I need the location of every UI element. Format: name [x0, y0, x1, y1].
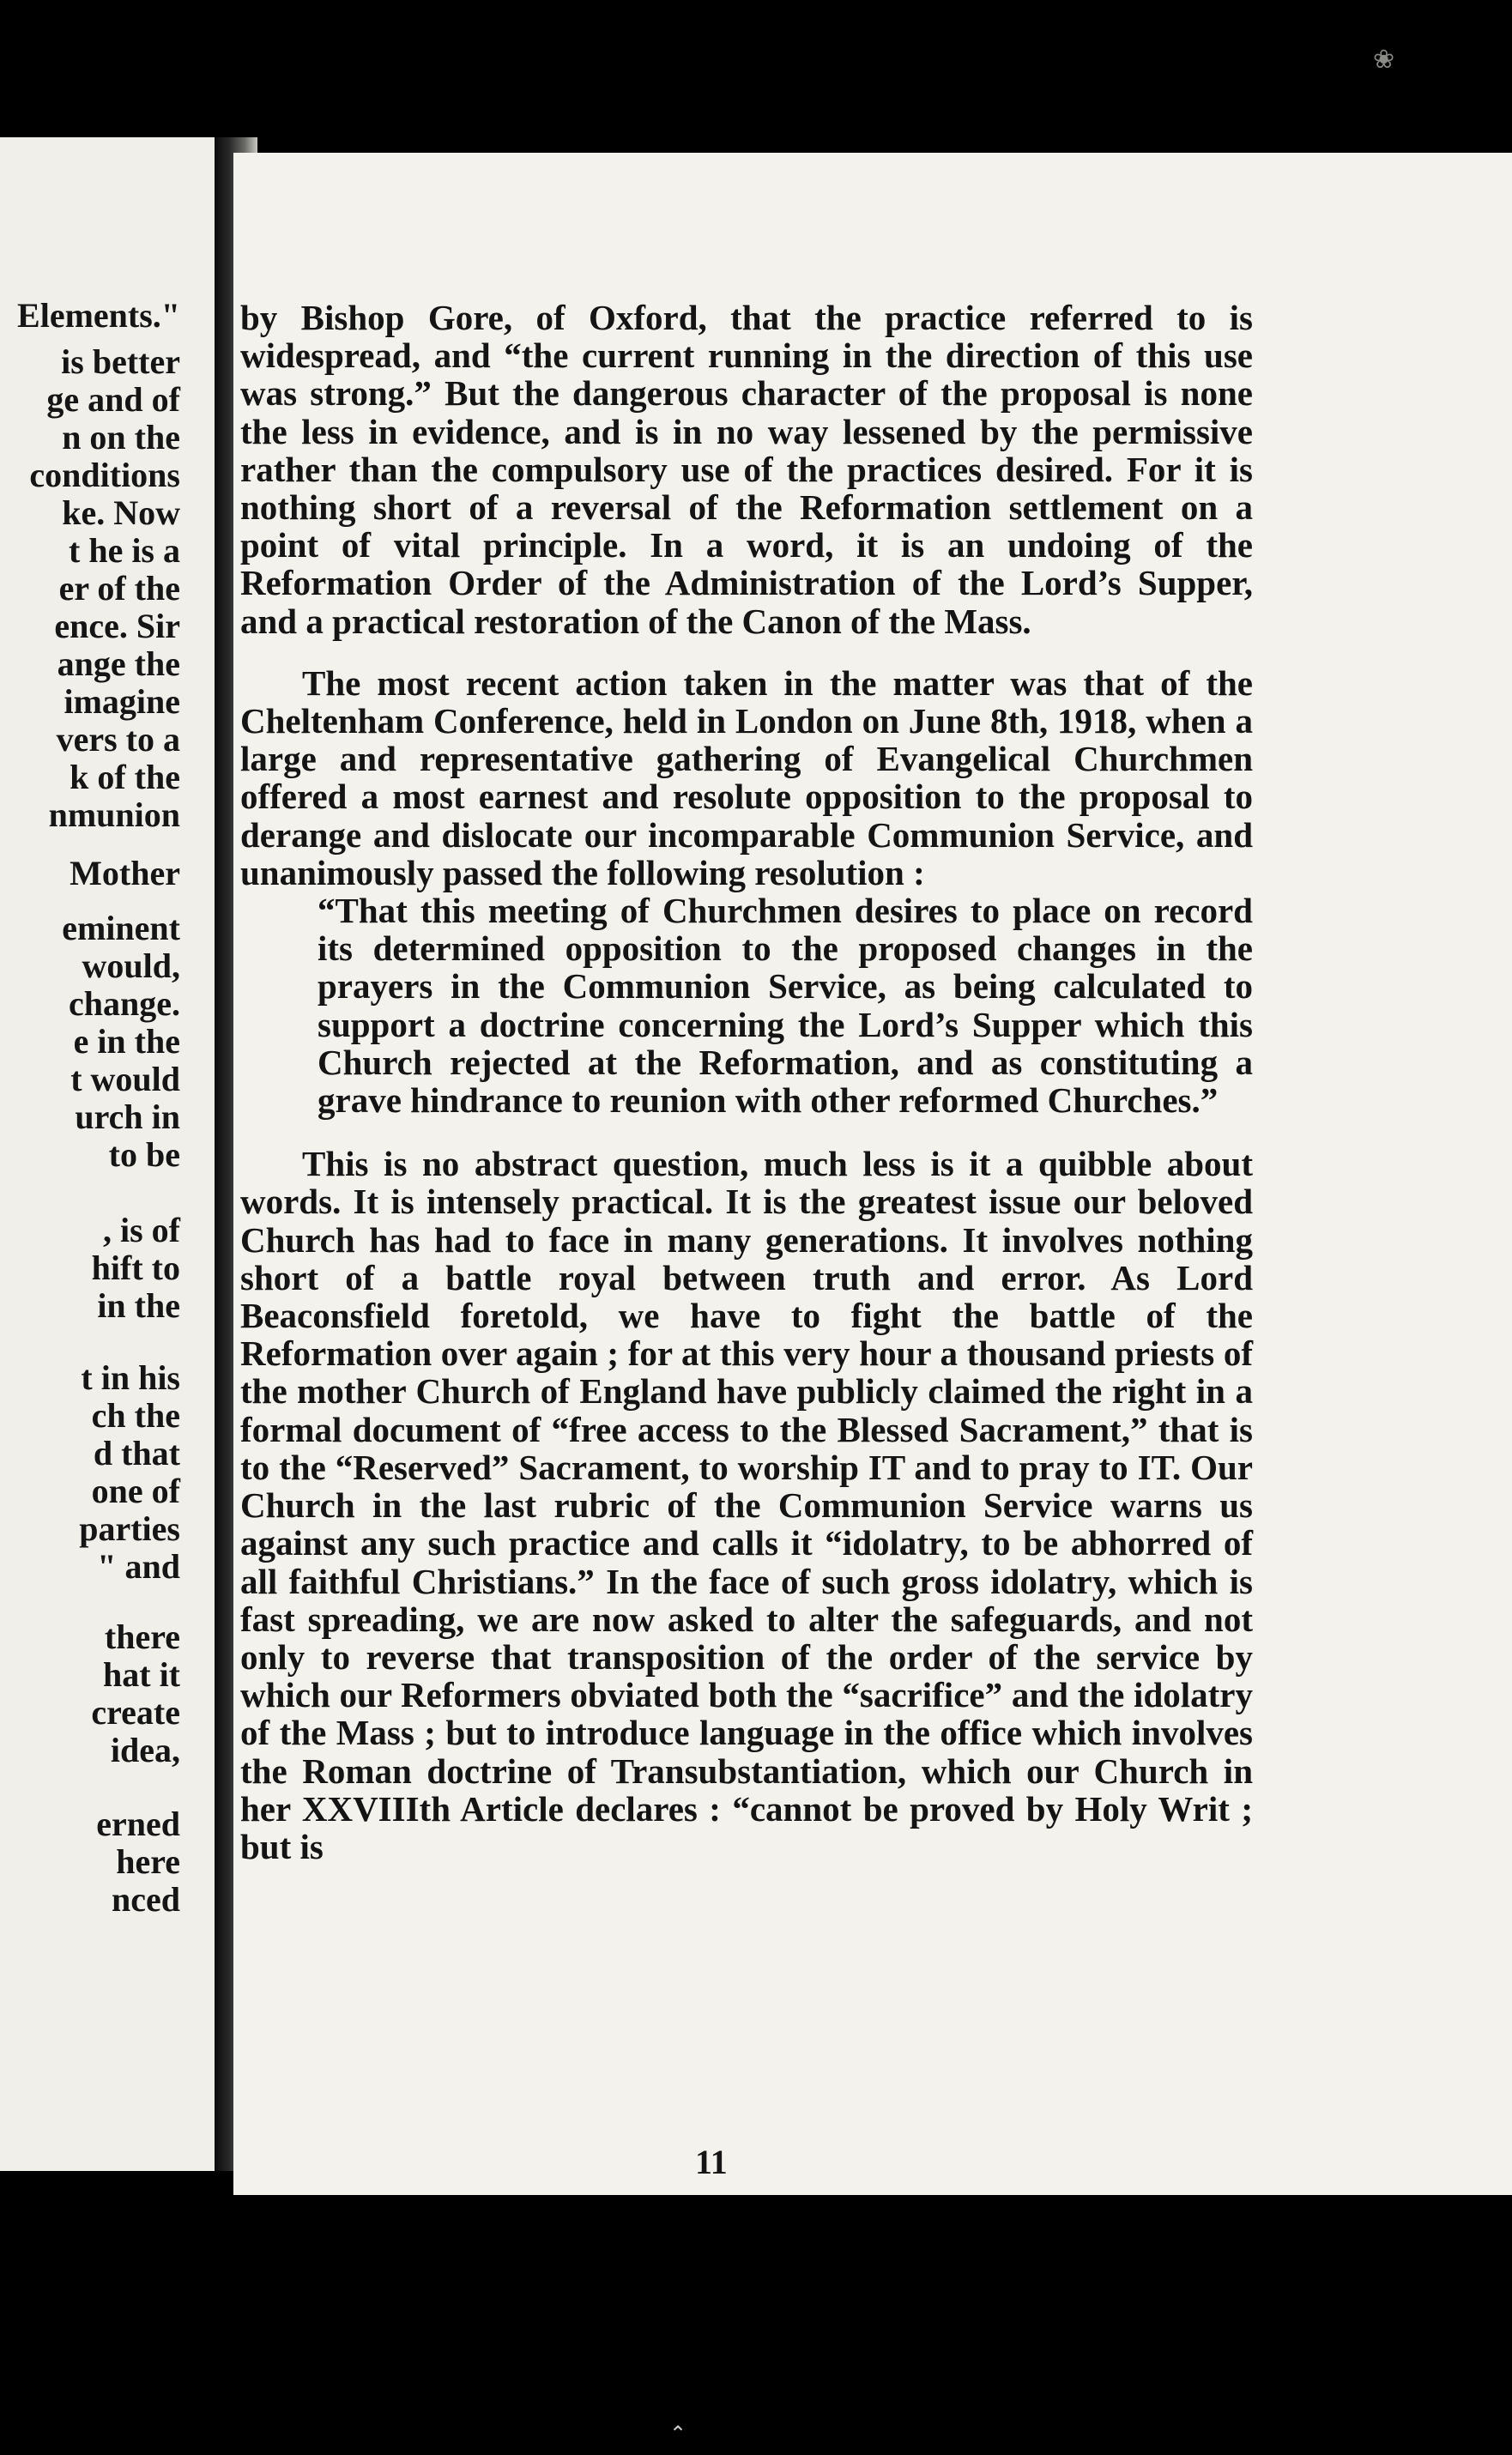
paragraph-1: by Bishop Gore, of Oxford, that the practice referred to is widespread, and “the current running in the direction of this use was strong.” But the dangerous character of the proposal is none the less in evidence, and is in no way lessened by the permissive rather than the compulsory use of the practices desired. For it is nothing short of a reversal of the Reformation settlement on a point of vital principle. In a word, it is an undoing of the Reformation Order of the Administration of the Lord’s Supper, and a practical restoration of the Canon of the Mass. [240, 298, 1253, 641]
left-page-fragment: vers to a [56, 720, 180, 759]
left-page-fragment: ange the [57, 644, 180, 683]
left-page-fragment: one of [91, 1472, 180, 1510]
page-number: 11 [695, 2143, 728, 2181]
left-page-fragment: eminent [62, 909, 180, 947]
left-page-fragment: d that [93, 1434, 180, 1472]
left-page-fragment: hat it [103, 1655, 180, 1694]
left-page-fragment: create [91, 1693, 180, 1732]
left-page-fragment: Elements." [17, 296, 180, 335]
left-facing-page [0, 137, 215, 2171]
left-page-fragment: is better [61, 342, 180, 381]
left-page-fragment: t would [70, 1060, 180, 1098]
left-page-fragment: conditions [29, 456, 180, 494]
paragraph-3: This is no abstract question, much less is it a quibble about words. It is intensely practical. It is the greatest issue our beloved Church has had to face in many generations. It involves nothing short of a battle royal between truth and error. As Lord Beaconsfield foretold, we have to fight the battle of the Reformation over again ; for at this very hour a thousand priests of the mother Church of England have publicly claimed the right in a formal document of “free access to the Blessed Sacrament,” that is to the “Reserved” Sacrament, to worship IT and to pray to IT. Our Church in the last rubric of the Communion Service warns us against any such practice and calls it “idolatry, to be abhorred of all faithful Christians.” In the face of such gross idolatry, which is fast spreading, we are now asked to alter the safeguards, and not only to reverse that transposition of the order of the service by which our Reformers obviated both the “sacrifice” and the idolatry of the Mass ; but to introduce language in the office which involves the Roman doctrine of Transubstantiation, which our Church in her XXVIIIth Article declares : “cannot be proved by Holy Writ ; but is [240, 1144, 1253, 1866]
left-page-fragment: n on the [62, 418, 180, 457]
left-page-fragment: Mother [70, 854, 180, 892]
left-page-fragment: ke. Now [62, 493, 180, 532]
left-page-fragment: in the [97, 1286, 180, 1325]
left-page-fragment: nmunion [48, 795, 180, 834]
left-page-fragment: hift to [91, 1249, 180, 1287]
left-page-fragment: parties [79, 1509, 180, 1548]
left-page-fragment: ch the [91, 1396, 180, 1435]
left-page-fragment: to be [108, 1135, 180, 1174]
left-page-fragment: " and [97, 1547, 180, 1586]
left-page-fragment: nced [112, 1880, 180, 1919]
page-body-text [240, 299, 1253, 1865]
left-page-fragment: er of the [58, 569, 180, 608]
left-page-fragment: ence. Sir [54, 607, 180, 645]
left-page-fragment: idea, [110, 1731, 180, 1769]
left-page-fragment: change. [69, 984, 180, 1023]
left-page-fragment: ge and of [46, 380, 180, 419]
left-page-fragment: would, [82, 946, 180, 985]
left-page-fragment: erned [96, 1805, 180, 1843]
left-page-fragment: t he is a [69, 531, 180, 570]
left-page-fragment: k of the [70, 758, 180, 796]
left-page-fragment: urch in [75, 1097, 180, 1136]
left-page-fragment: t in his [81, 1358, 180, 1397]
resolution-quote: “That this meeting of Churchmen desires to place on record its determined opposition to the proposed changes in the prayers in the Communion Service, as being calculated to support a doctrine concerning the Lord’s Supper which this Church rejected at the Reformation, and as constituting a grave hindrance to reunion with other reformed Churches.” [318, 891, 1253, 1121]
left-page-fragment: , is of [103, 1211, 180, 1249]
paragraph-2: The most recent action taken in the matter was that of the Cheltenham Conference, held in London on June 8th, 1918, when a large and representative gathering of Evangelical Churchmen offered a most earnest and resolute opposition to the proposal to derange and dislocate our incomparable Communion Service, and unanimously passed the following resolution : [240, 662, 1253, 892]
scanner-artifact: ❀ [1373, 45, 1395, 75]
scanner-speck: ⌃ [669, 2422, 687, 2446]
left-page-fragment: imagine [64, 682, 180, 721]
left-page-fragment: here [116, 1842, 180, 1881]
left-page-fragment: e in the [73, 1022, 180, 1061]
right-page [233, 153, 1512, 2195]
left-page-fragment: there [104, 1618, 180, 1656]
